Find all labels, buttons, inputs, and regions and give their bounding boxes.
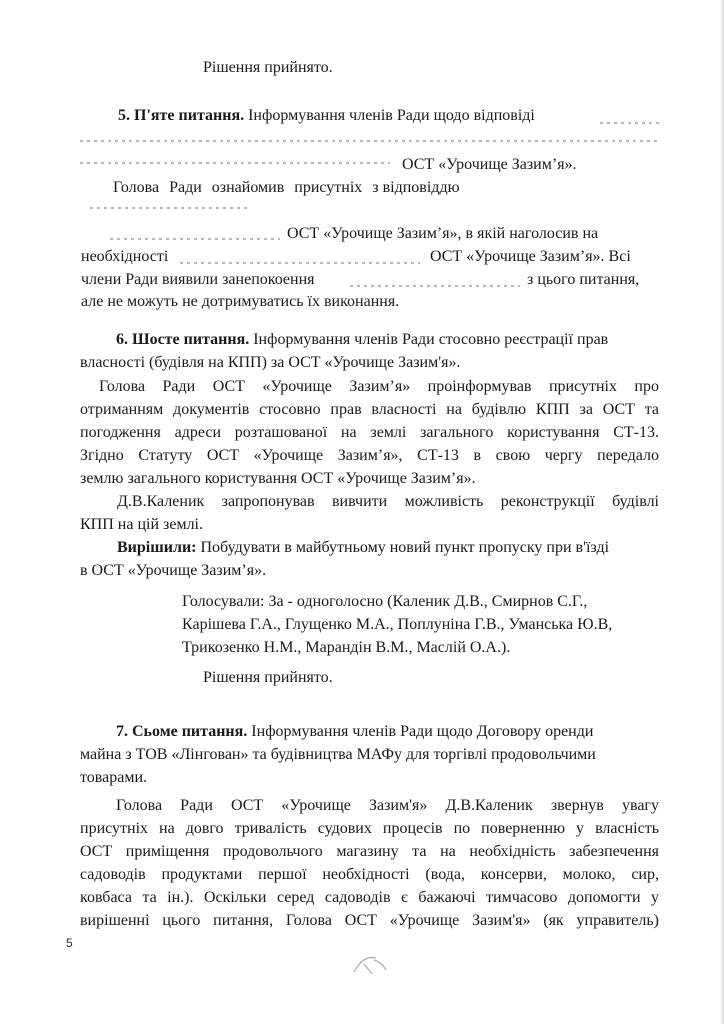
q7-line-8: ковбаса та ін.). Оскільки серед садоводів є бажаючі тимчасово допомогти у [80,889,659,906]
redaction-mark [180,262,420,264]
redaction-mark [600,122,660,124]
q5-text: Інформування членів Ради щодо відповіді [248,107,535,124]
q7-line-9: вирішенні цього питання, Голова ОСТ «Урочище Зазим'я» (як управитель) [80,912,659,929]
redaction-mark [350,285,520,287]
q7-text: Інформування членів Ради щодо Договору оренди [251,723,594,740]
q5-line-5a: необхідності [81,248,169,265]
q5-line-4: ОСТ «Урочище Зазим’я», в якій наголосив на [287,225,599,242]
q5-line-7: але не можуть не дотримуватись їх виконання. [81,293,400,310]
q6-line-1 [116,330,608,350]
q6-line-8: Д.В.Каленик запропонував вивчити можливість реконструкції будівлі [117,493,659,510]
q7-line-6: ОСТ приміщення продовольчого магазину та на необхідність забезпечення [80,843,659,860]
q7-heading: 7. Сьоме питання. [116,723,248,740]
q5-line-3b: відповіддю [382,179,460,196]
q7-line-2: майна з ТОВ «Лінгован» та будівництва МАФу для торгівлі продовольчими [80,746,596,763]
q5-line-3a: Голова Ради ознайомив присутніх з [113,179,379,196]
decision-accepted-text: Рішення прийнято. [203,59,333,76]
vote-line-3: Трикозенко Н.М., Марандін В.М., Маслій О.А.). [182,639,511,656]
q7-line-7: садоводів продуктами першої необхідності (вода, консерви, молоко, сир, [80,866,659,883]
redaction-mark [110,238,280,240]
q5-heading: 5. П'яте питання. [118,107,245,124]
q7-line-1 [116,722,593,742]
q5-line-2: ОСТ «Урочище Зазим’я». [402,156,577,173]
redaction-mark [80,140,660,142]
q6-line-9: КПП на цій землі. [80,516,203,533]
q5-line-1 [118,106,535,126]
q5-line-5b: ОСТ «Урочище Зазим’я». Всі [430,248,631,265]
q6-line-2: власності (будівля на КПП) за ОСТ «Урочище Зазим'я». [80,354,461,371]
q7-line-5: присутніх на довго тривалість судових процесів по поверненню у власність [80,820,659,837]
redaction-mark [80,162,390,164]
q5-line-6a: члени Ради виявили занепокоення [81,271,315,288]
q6-line-6: Згідно Статуту ОСТ «Урочище Зазим’я», СТ-13 в свою чергу передало [80,447,659,464]
decided-text: Побудувати в майбутньому новий пункт пропуску при в'їзді [200,539,610,556]
q6-decided-line [117,538,609,558]
vote-line-1: Голосували: За - одноголосно (Каленик Д.В., Смирнов С.Г., [182,593,588,610]
decision-accepted-text-2: Рішення прийнято. [203,669,333,686]
q6-decided-line-2: в ОСТ «Урочище Зазим’я». [80,562,267,579]
q7-line-3: товарами. [80,769,148,786]
scan-edge [720,0,724,1024]
q6-line-5: погодження адреси розташованої на землі загального користування СТ-13. [80,424,659,441]
q7-line-4: Голова Ради ОСТ «Урочище Зазим'я» Д.В.Каленик звернув увагу [116,797,659,814]
q6-heading: 6. Шосте питання. [116,331,250,348]
q6-text: Інформування членів Ради стосовно реєстрації прав [253,331,609,348]
page-number: 5 [66,936,73,950]
redaction-mark [90,207,250,209]
q5-line-6b: з цього питання, [527,271,640,288]
q6-line-4: отриманням документів стосовно прав власності на будівлю КПП за ОСТ та [80,401,659,418]
q6-line-3: Голова Ради ОСТ «Урочище Зазим’я» проінформував присутніх про [99,378,659,395]
q6-line-7: землю загального користування ОСТ «Урочище Зазим’я». [80,470,476,487]
vote-line-2: Карішева Г.А., Глущенко М.А., Поплуніна Г.В., Уманська Ю.В, [182,616,613,633]
decided-label: Вирішили: [117,539,197,556]
signature-mark [350,950,390,983]
q5-line-3 [113,178,460,198]
